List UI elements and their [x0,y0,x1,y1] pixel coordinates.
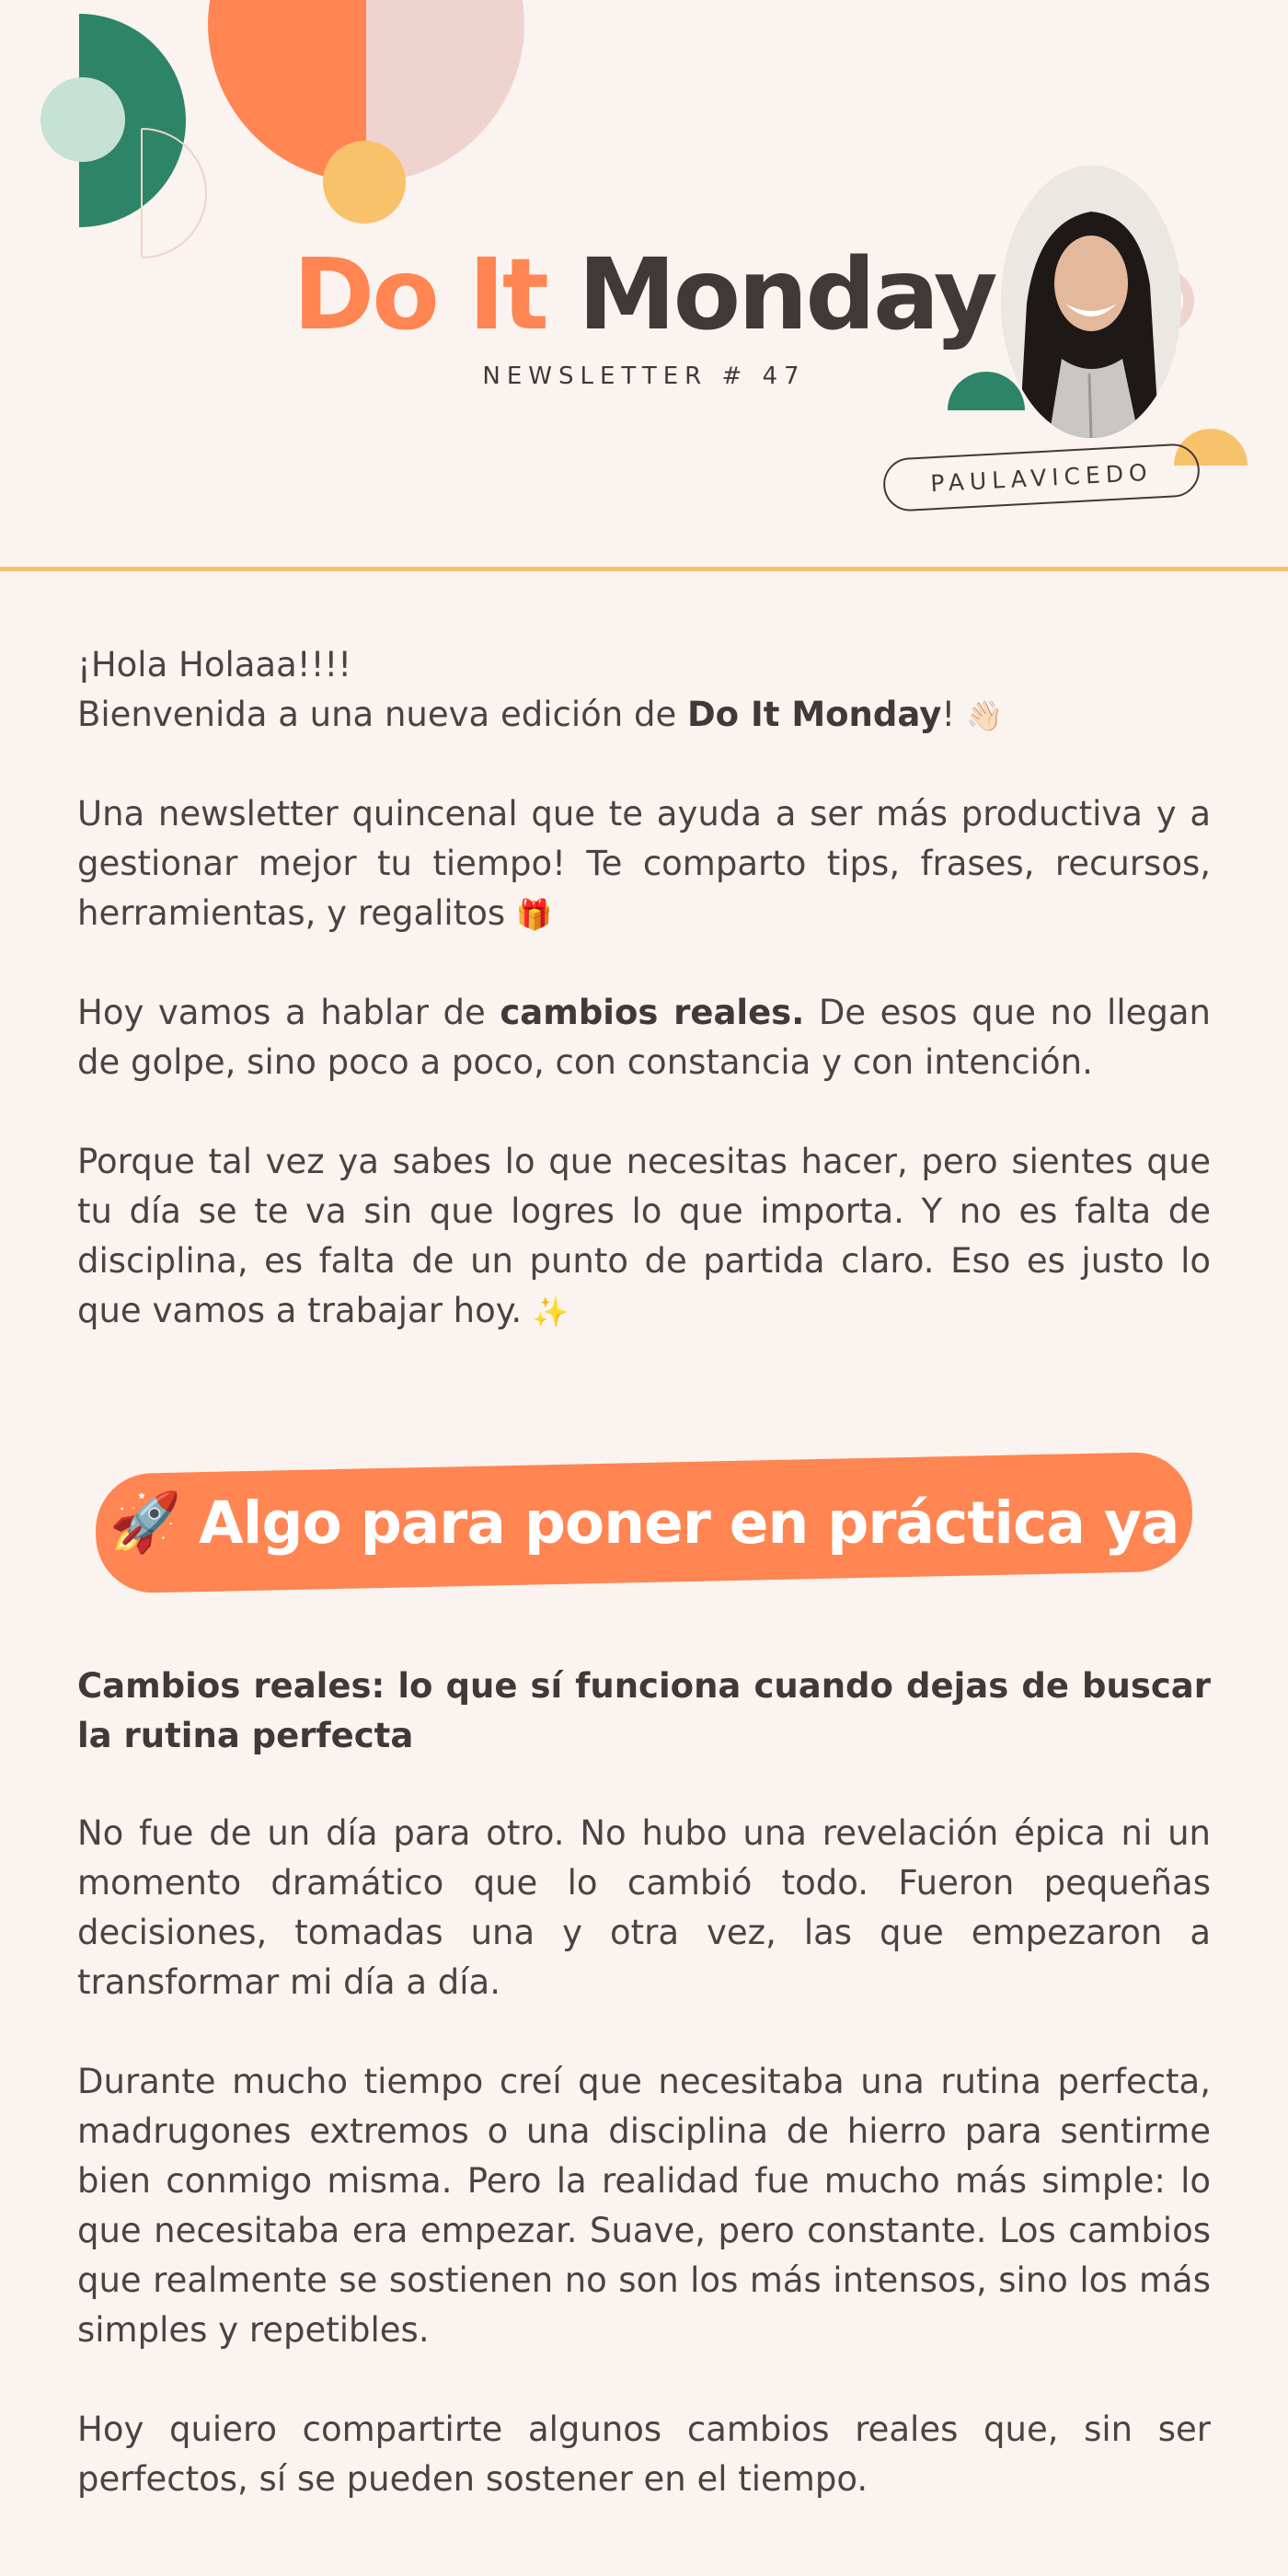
welcome-bold-name: Do It Monday [686,695,942,734]
sparkle-emoji-icon: ✨ [532,1294,569,1329]
header-divider [0,567,1288,571]
welcome-line: Bienvenida a una nueva edición de Do It Monday! 👋🏻 [77,695,1003,734]
section-paragraph-3: Hoy quiero compartirte algunos cambios reales que, sin ser perfectos, sí se pueden sostener en el tiempo. [77,2409,1211,2499]
intro-paragraph-1: Una newsletter quincenal que te ayuda a ser más productiva y a gestionar mejor tu tiempo! Te comparto tips, frases, recursos, herramientas, y regalitos 🎁 [77,794,1211,933]
newsletter-header [0,0,1288,570]
author-handle[interactable]: PAULAVICEDO [882,443,1202,512]
cambios-reales-bold: cambios reales. [500,993,805,1032]
banner-title: Algo para poner en práctica ya [199,1489,1179,1557]
intro-paragraph-2: Hoy vamos a hablar de cambios reales. De esos que no llegan de golpe, sino poco a poco, con constancia y con intención. [77,993,1211,1082]
section-paragraph-1: No fue de un día para otro. No hubo una revelación épica ni un momento dramático que lo cambió todo. Fueron pequeñas decisiones, tomadas una y otra vez, las que empezaron a transformar mi día a día. [77,1813,1211,2002]
intro-paragraph-3: Porque tal vez ya sabes lo que necesitas hacer, pero sientes que tu día se te va sin que logres lo que importa. Y no es falta de disciplina, es falta de un punto de partida claro. Eso es justo lo que vamos a trabajar hoy. ✨ [77,1142,1211,1330]
yellow-circle-shape [323,141,406,224]
mint-circle-shape [40,77,125,162]
wave-emoji-icon: 👋🏻 [965,698,1003,733]
newsletter-number: NEWSLETTER # 47 [482,362,806,390]
title-part-do-it: Do It [293,238,546,352]
section-heading: Cambios reales: lo que sí funciona cuando dejas de buscar la rutina perfecta [77,1666,1211,1755]
section-paragraph-2: Durante mucho tiempo creí que necesitaba una rutina perfecta, madrugones extremos o una disciplina de hierro para sentirme bien conmigo misma. Pero la realidad fue mucho más simple: lo que necesitaba era empezar. Suave, pero constante. Los cambios que realmente se sostienen no son los más intensos, sino los más simples y repetibles. [77,2062,1211,2350]
newsletter-title [0,238,1288,352]
title-part-monday: Monday [578,238,995,352]
rocket-icon: 🚀 [109,1489,181,1556]
gift-emoji-icon: 🎁 [515,897,553,932]
greeting-text: ¡Hola Holaaa!!!! [77,645,352,684]
section-banner [96,1463,1192,1582]
intro-greeting-block [77,640,1211,741]
